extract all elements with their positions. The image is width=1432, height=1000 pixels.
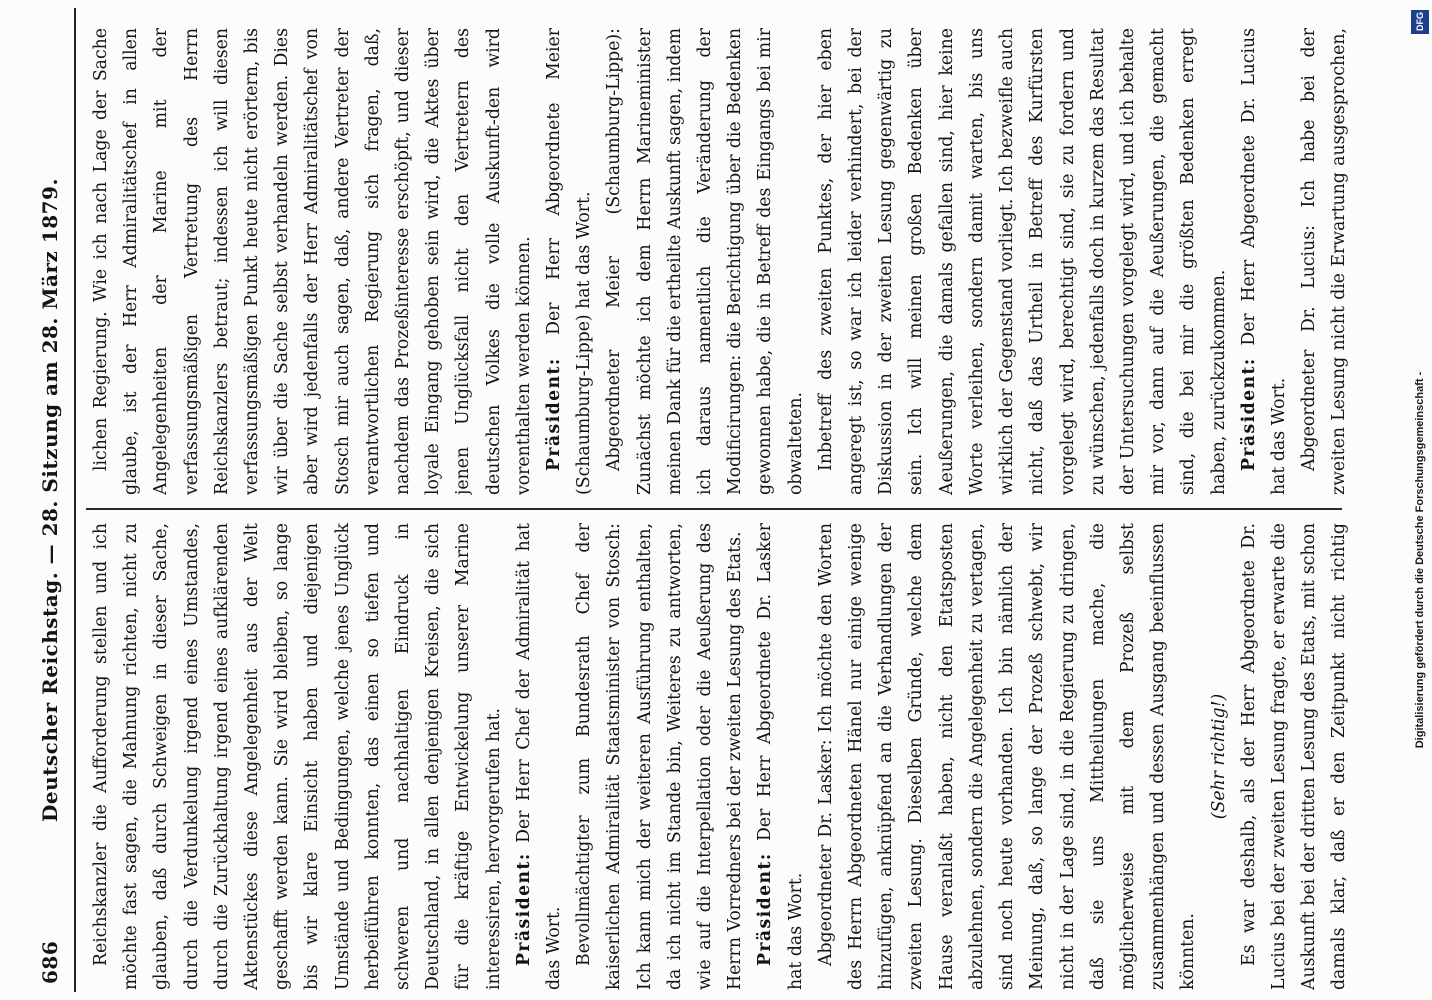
body-paragraph: Reichskanzler die Aufforderung stellen und ich möchte fast sagen, die Mahnung richten, nicht zu glauben, daß durch Schweigen in dieser Sache, durch die Verdunkelung irgend eines Umstandes, durch die Zurückhaltung irgend eines aufklärenden Aktenstückes diese Angelegenheit aus der Welt geschafft werden kann. Sie wird bleiben, so lange bis wir klare Einsicht haben und diejenigen Umstände und Bedingungen, welche jenes Unglück herbeiführen konnten, das einen so tiefen und schweren und nachhaltigen Eindruck in Deutschland, in allen denjenigen Kreisen, die sich für die kräftige Entwickelung unserer Marine interessiren, hervorgerufen hat. xyxy=(91,523,504,990)
body-paragraph: Bevollmächtigter zum Bundesrath Chef der kaiserlichen Admiralität Staatsminister von Stosch: Ich kann mich der weiteren Ausführung enthalten, da ich nicht im Stande bin, Weiteres zu antworten, wie auf die Interpellation oder die Aeußerung des Herrn Vorredners bei der zweiten Lesung des Etats. xyxy=(574,523,746,990)
body-paragraph: Inbetreff des zweiten Punktes, der hier eben angeregt ist, so war ich leider verhindert, bei der Diskussion in der zweiten Lesung gegenwärtig zu sein. Ich will meinen großen Bedenken über Aeußerungen, die damals gefallen sind, hier keine Worte verleihen, sondern damit warten, bis uns wirklich der Gegenstand vorliegt. Ich bezweifle auch nicht, daß das Urtheil in Betreff des Kurfürsten vorgelegt wird, berechtigt sind, sie zu fordern und zu wünschen, jedenfalls doch in kurzem das Resultat der Untersuchungen vorgelegt wird, und ich behalte mir vor, dann auf die Aeußerungen, die gemacht sind, die bei mir die größten Bedenken erregt haben, zurückzukommen. xyxy=(815,28,1229,495)
body-paragraph: Abgeordneter Dr. Lucius: Ich habe bei der zweiten Lesung nicht die Erwartung ausgesprochen, xyxy=(1299,28,1350,495)
body-paragraph: lichen Regierung. Wie ich nach Lage der Sache glaube, ist der Herr Admiralitätschef in allen Angelegenheiten der Marine mit der verfassungsmäßigen Vertretung des Herrn Reichskanzlers betraut; indessen ich will diesen verfassungsmäßigen Punkt heute nicht erörtern, bis wir über die Sache selbst verhandeln werden. Dies aber wird jedenfalls der Herr Admiralitätschef von Stosch mir auch sagen, daß, andere Vertreter der verantwortlichen Regierung sich fragen, daß, nachdem das Prozeßinteresse erschöpft, und dieser loyale Eingang gehoben sein wird, die Aktes über jenen Unglücksfall nicht den Vertretern des deutschen Volkes die volle Auskunft-den wird vorenthalten werden können. xyxy=(91,28,534,495)
right-column xyxy=(86,28,1352,495)
document-page xyxy=(12,0,1412,1000)
body-paragraph: Abgeordneter Meier (Schaumburg-Lippe): Zunächst möchte ich dem Herrn Marineminister meinen Dank für die ertheilte Auskunft sagen, indem ich daraus namentlich die Veränderung der Modificirungen: die Berichtigung über die Bedenken gewonnen habe, die in Betreff des Eingangs bei mir obwalteten. xyxy=(604,28,806,495)
speaker-paragraph xyxy=(1234,28,1294,495)
speaker-paragraph xyxy=(509,523,569,990)
body-paragraph: Abgeordneter Dr. Lasker: Ich möchte den Worten des Herrn Abgeordneten Hänel nur einige wenige hinzufügen, anknüpfend an die Verhandlungen der zweiten Lesung. Dieselben Gründe, welche dem Hause veranlaßt haben, nicht den Etatsposten abzulehnen, sondern die Angelegenheit zu vertagen, sind noch heute vorhanden. Ich bin nämlich der Meinung, daß, so lange der Prozeß schwebt, wir nicht in der Lage sind, in die Regierung zu dringen, daß sie uns Mittheilungen mache, die möglicherweise mit dem Prozeß selbst zusammenhängen und dessen Ausgang beeinflussen könnten. xyxy=(815,523,1199,990)
speaker-label: Präsident: xyxy=(544,357,565,471)
speaker-text: Der Herr Abgeordnete Dr. Lasker hat das Wort. xyxy=(755,523,806,990)
speaker-label: Präsident: xyxy=(1238,357,1259,471)
running-head xyxy=(12,8,76,992)
speaker-label: Präsident: xyxy=(755,852,776,966)
dfg-logo: DFG xyxy=(1411,10,1429,34)
column-divider xyxy=(86,508,1342,510)
body-paragraph: Es war deshalb, als der Herr Abgeordnete Dr. Lucius bei der zweiten Lesung fragte, er erwarte die Auskunft bei der dritten Lesung des Etats, mit schon damals klar, daß er den Zeitpunkt nicht richtig xyxy=(1238,523,1350,990)
dfg-sidebar xyxy=(1410,0,1430,1000)
speaker-paragraph xyxy=(750,523,810,990)
speaker-text: Der Herr Chef der Admiralität hat das Wort. xyxy=(513,523,565,990)
speaker-label: Präsident: xyxy=(513,852,534,966)
speaker-paragraph xyxy=(539,28,599,495)
speaker-text: Der Herr Abgeordnete Dr. Lucius hat das Wort. xyxy=(1238,28,1289,495)
header-rule xyxy=(74,8,76,992)
left-column xyxy=(86,523,1352,990)
page-number: 686 xyxy=(38,940,62,984)
dfg-note: Digitalisierung gefördert durch die Deutsche Forschungsgemeinschaft - xyxy=(1414,371,1426,749)
interjection: (Sehr richtig!) xyxy=(1208,693,1229,820)
running-title: Deutscher Reichstag. — 28. Sitzung am 28. März 1879. xyxy=(38,178,62,822)
speaker-text: Der Herr Abgeordnete Meier (Schaumburg-Lippe) hat das Wort. xyxy=(544,28,595,495)
